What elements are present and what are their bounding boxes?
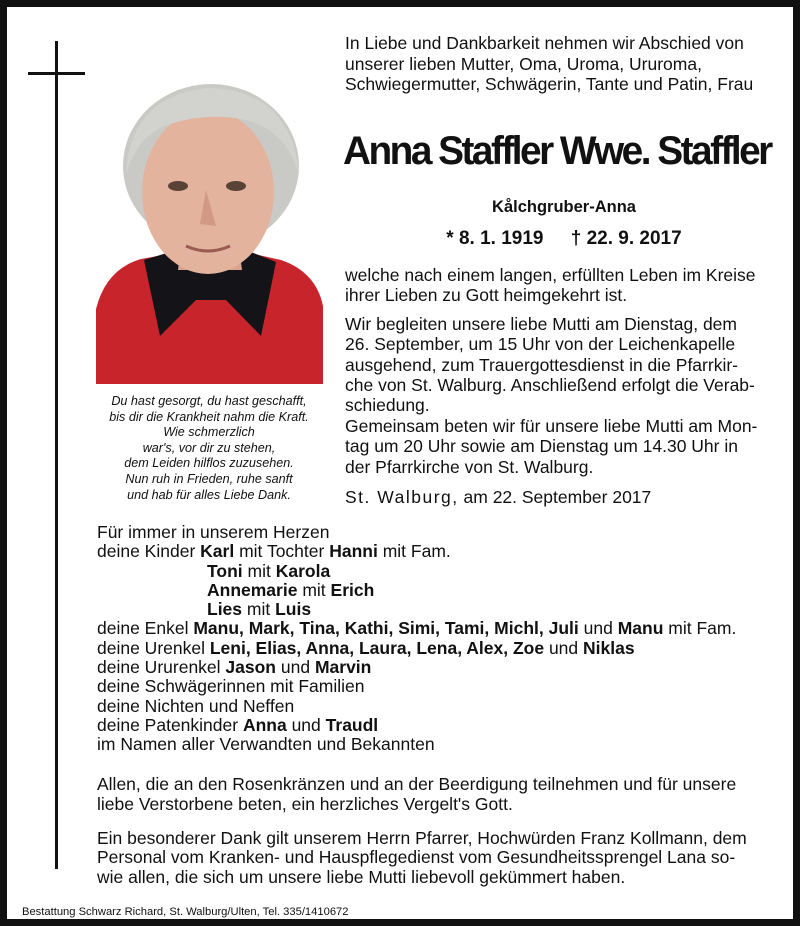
portrait-photo [96,74,323,384]
child-name: Lies [207,599,243,620]
great-great-first: Jason [225,657,276,678]
deceased-nickname: Kålchgruber-Anna [492,198,636,216]
child-joiner: mit Tochter [239,541,325,562]
grandchildren-names: Manu, Mark, Tina, Kathi, Simi, Tami, Michl, Juli [193,618,579,639]
poem-line: war's, vor dir zu stehen, [142,440,276,455]
great-great-prefix: deine Ururenkel [97,657,221,678]
intro-line: Schwiegermutter, Schwägerin, Tante und Patin, Frau [345,74,754,95]
passing-line: ihrer Lieben zu Gott heimgekehrt ist. [345,285,628,306]
place-and-date [345,486,785,508]
nieces-nephews-row: deine Nichten und Neffen [97,695,295,716]
sisters-in-law-row: deine Schwägerinnen mit Familien [97,676,365,697]
intro-text [345,33,785,95]
grandchildren-row [97,619,787,638]
child-partner: Hanni [329,541,378,562]
special-thanks-line: Personal vom Kranken- und Hauspflegedienst vom Gesundheitssprengel Lana so- [97,847,736,868]
relatives-row: im Namen aller Verwandten und Bekannten [97,734,435,755]
grandchildren-suffix: mit Fam. [668,618,737,639]
poem-line: und hab für alles Liebe Dank. [127,487,291,502]
portrait-illustration [96,74,323,384]
funeral-line: Gemeinsam beten wir für unsere liebe Mutti am Mon- [345,415,758,436]
poem-line: Wie schmerzlich [163,425,255,440]
child-partner: Erich [330,579,375,600]
announcement-text [345,265,785,477]
children-row [97,562,787,581]
funeral-line: der Pfarrkirche von St. Walburg. [345,456,594,477]
child-joiner: mit [247,560,271,581]
godchildren-and: und [291,714,321,735]
passing-line: welche nach einem langen, erfüllten Leben im Kreise [345,265,756,285]
poem-line: dem Leiden hilflos zuzusehen. [124,456,294,471]
family-heading: Für immer in unserem Herzen [97,522,330,542]
thanks-line: Allen, die an den Rosenkränzen und an der Beerdigung teilnehmen und für unsere [97,774,737,794]
child-partner: Karola [275,560,331,581]
deceased-name: Anna Staffler Wwe. Staffler [343,129,771,173]
funeral-line: schiedung. [345,395,430,416]
special-thanks-line: wie allen, die sich um unsere liebe Mutti liebevoll gekümmert haben. [97,867,626,888]
funeral-home-footer: Bestattung Schwarz Richard, St. Walburg/Ulten, Tel. 335/1410672 [22,906,349,918]
great-great-and: und [280,657,311,678]
funeral-line: Wir begleiten unsere liebe Mutti am Dienstag, dem [345,313,737,334]
intro-line: In Liebe und Dankbarkeit nehmen wir Abschied von [345,33,744,53]
grandchildren-prefix: deine Enkel [97,618,189,639]
great-grandchildren-row [97,639,787,658]
child-name: Toni [207,560,243,581]
children-row [97,542,787,561]
godchildren-prefix: deine Patenkinder [97,714,239,735]
child-partner: Luis [275,599,312,620]
great-grandchildren-names: Leni, Elias, Anna, Laura, Lena, Alex, Zoe [209,637,545,658]
memorial-poem [87,394,331,503]
date: am 22. September 2017 [463,487,652,507]
intro-line: unserer lieben Mutter, Oma, Uroma, Ururoma, [345,53,702,74]
thanks-line: liebe Verstorbene beten, ein herzliches Vergelt's Gott. [97,793,513,814]
funeral-line: ausgehend, zum Trauergottesdienst in die Pfarrkir- [345,354,738,375]
thanks-section [97,775,787,888]
place: St. Walburg, [345,487,459,507]
poem-line: Du hast gesorgt, du hast geschafft, [111,394,307,408]
grandchildren-and: und [583,618,613,639]
great-great-last: Marvin [314,657,372,678]
poem-line: Nun ruh in Frieden, ruhe sanft [125,471,293,486]
godchildren-first: Anna [242,714,287,735]
funeral-line: che von St. Walburg. Anschließend erfolgt die Verab- [345,375,755,396]
child-name: Annemarie [207,579,298,600]
child-name: Karl [200,541,235,562]
death-date: † 22. 9. 2017 [570,228,682,249]
grandchildren-last: Manu [617,618,664,639]
funeral-line: 26. September, um 15 Uhr von der Leichenkapelle [345,334,736,355]
special-thanks-line: Ein besonderer Dank gilt unserem Herrn Pfarrer, Hochwürden Franz Kollmann, dem [97,827,747,848]
children-row [97,600,787,619]
children-row [97,581,787,600]
child-suffix: mit Fam. [382,541,451,562]
great-grandchildren-prefix: deine Urenkel [97,637,205,658]
great-great-grandchildren-row [97,658,787,677]
great-grandchildren-and: und [548,637,579,658]
godchildren-last: Traudl [325,714,379,735]
mourners-list [97,523,787,755]
child-joiner: mit [246,599,271,620]
life-dates [347,227,781,251]
great-grandchildren-last: Niklas [583,637,635,658]
cross-horizontal-bar [28,72,85,75]
cross-vertical-bar [55,41,58,869]
poem-line: bis dir die Krankheit nahm die Kraft. [109,409,309,424]
children-prefix: deine Kinder [97,541,196,562]
child-joiner: mit [302,579,326,600]
birth-date: * 8. 1. 1919 [446,228,544,249]
godchildren-row [97,716,787,735]
funeral-line: tag um 20 Uhr sowie am Dienstag um 14.30 Uhr in [345,436,738,457]
